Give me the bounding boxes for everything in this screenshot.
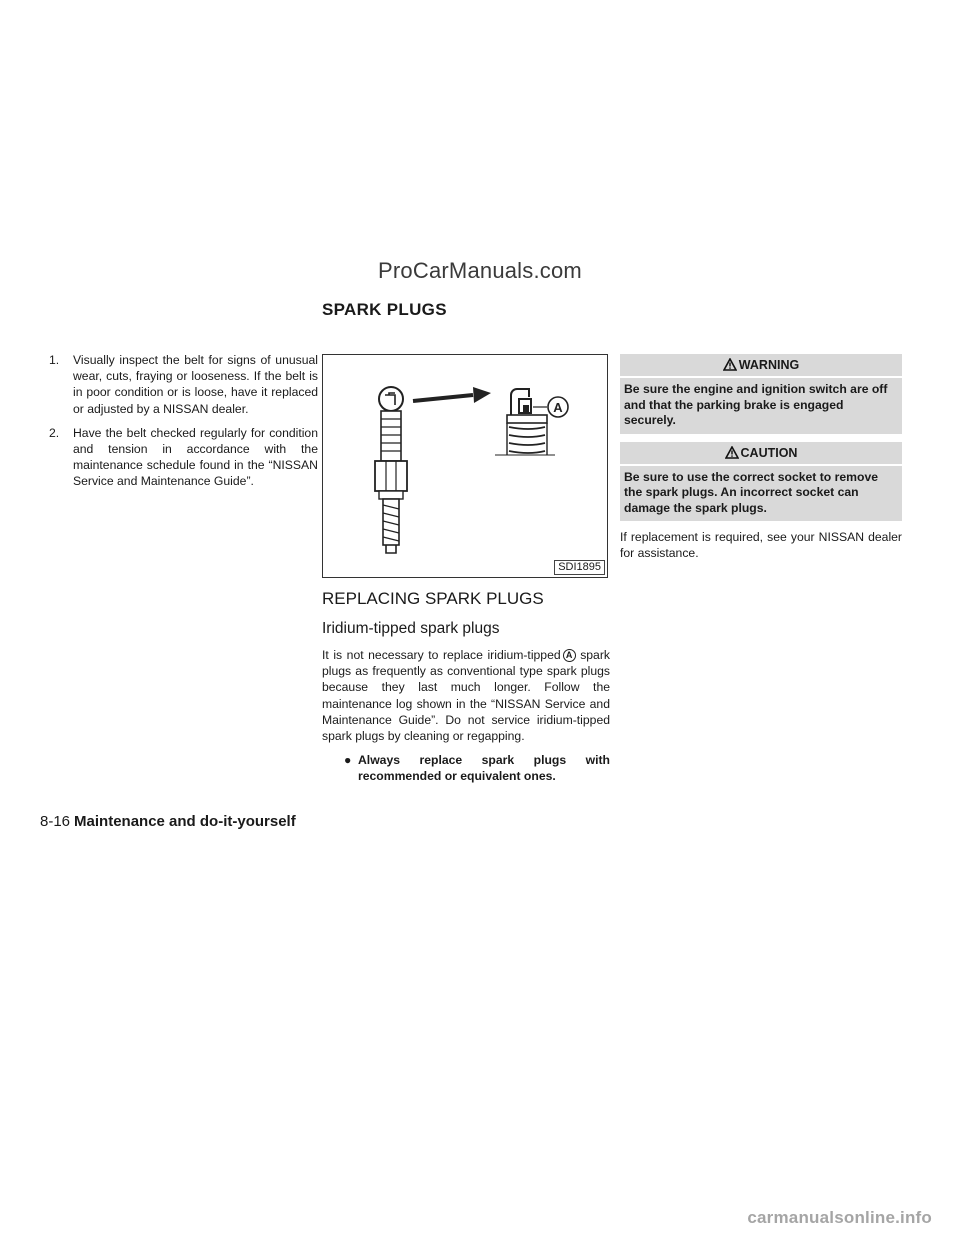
spark-plug-illustration — [323, 355, 609, 579]
page-footer — [40, 813, 296, 830]
heading-iridium-spark-plugs: Iridium-tipped spark plugs — [322, 620, 500, 637]
iridium-lead-text: It is not necessary to replace iridium-tipped — [322, 648, 561, 662]
warning-text: Be sure the engine and ignition switch are off and that the parking brake is engaged securely. — [620, 378, 902, 434]
caution-box — [620, 442, 902, 522]
callout-a-badge: A — [563, 649, 576, 662]
step-number: 2. — [49, 425, 60, 440]
spark-plug-figure — [322, 354, 608, 578]
warning-label: WARNING — [738, 358, 800, 372]
warning-box — [620, 354, 902, 434]
column-right — [620, 354, 902, 561]
figure-code: SDI1895 — [554, 560, 605, 575]
step-text: Visually inspect the belt for signs of unusual wear, cuts, fraying or looseness. If the belt is in poor condition or is loose, have it replaced or adjusted by a NISSAN dealer. — [73, 353, 318, 416]
watermark-bottom: carmanualsonline.info — [747, 1208, 932, 1227]
caution-triangle-icon — [725, 446, 739, 459]
list-item — [40, 352, 318, 417]
section-title: SPARK PLUGS — [322, 300, 447, 319]
belt-steps-list — [40, 352, 318, 490]
page-number: 8-16 — [40, 813, 71, 830]
step-number: 1. — [49, 353, 60, 367]
step-text: Have the belt checked regularly for condition and tension in accordance with the maintenance schedule found in the “NISSAN Service and Maintenance Guide”. — [73, 425, 318, 489]
caution-text: Be sure to use the correct socket to remove the spark plugs. An incorrect socket can damage the spark plugs. — [620, 466, 902, 522]
column-left — [40, 352, 318, 498]
heading-replacing-spark-plugs: REPLACING SPARK PLUGS — [322, 589, 544, 608]
iridium-rest-text: spark plugs as frequently as conventional type spark plugs because they last much longer. Follow the maintenance log shown in the “NISSAN Service and Maintenance Guide”. Do not service iridium-tipped spark plugs by cleaning or regapping. — [322, 648, 610, 744]
watermark-top: ProCarManuals.com — [378, 258, 582, 283]
bullet-text: Always replace spark plugs with recommended or equivalent ones. — [358, 753, 610, 784]
bullet-item — [322, 752, 610, 784]
list-item — [40, 425, 318, 490]
bullet-marker: ● — [344, 753, 352, 768]
warning-header — [620, 354, 902, 376]
caution-header — [620, 442, 902, 464]
figure-callout: A — [553, 400, 563, 415]
iridium-paragraph — [322, 647, 610, 744]
caution-label: CAUTION — [740, 445, 798, 460]
footer-section-title: Maintenance and do-it-yourself — [74, 813, 296, 830]
column-middle — [322, 354, 610, 785]
replacement-note: If replacement is required, see your NISSAN dealer for assistance. — [620, 530, 902, 561]
warning-triangle-icon — [723, 358, 737, 371]
